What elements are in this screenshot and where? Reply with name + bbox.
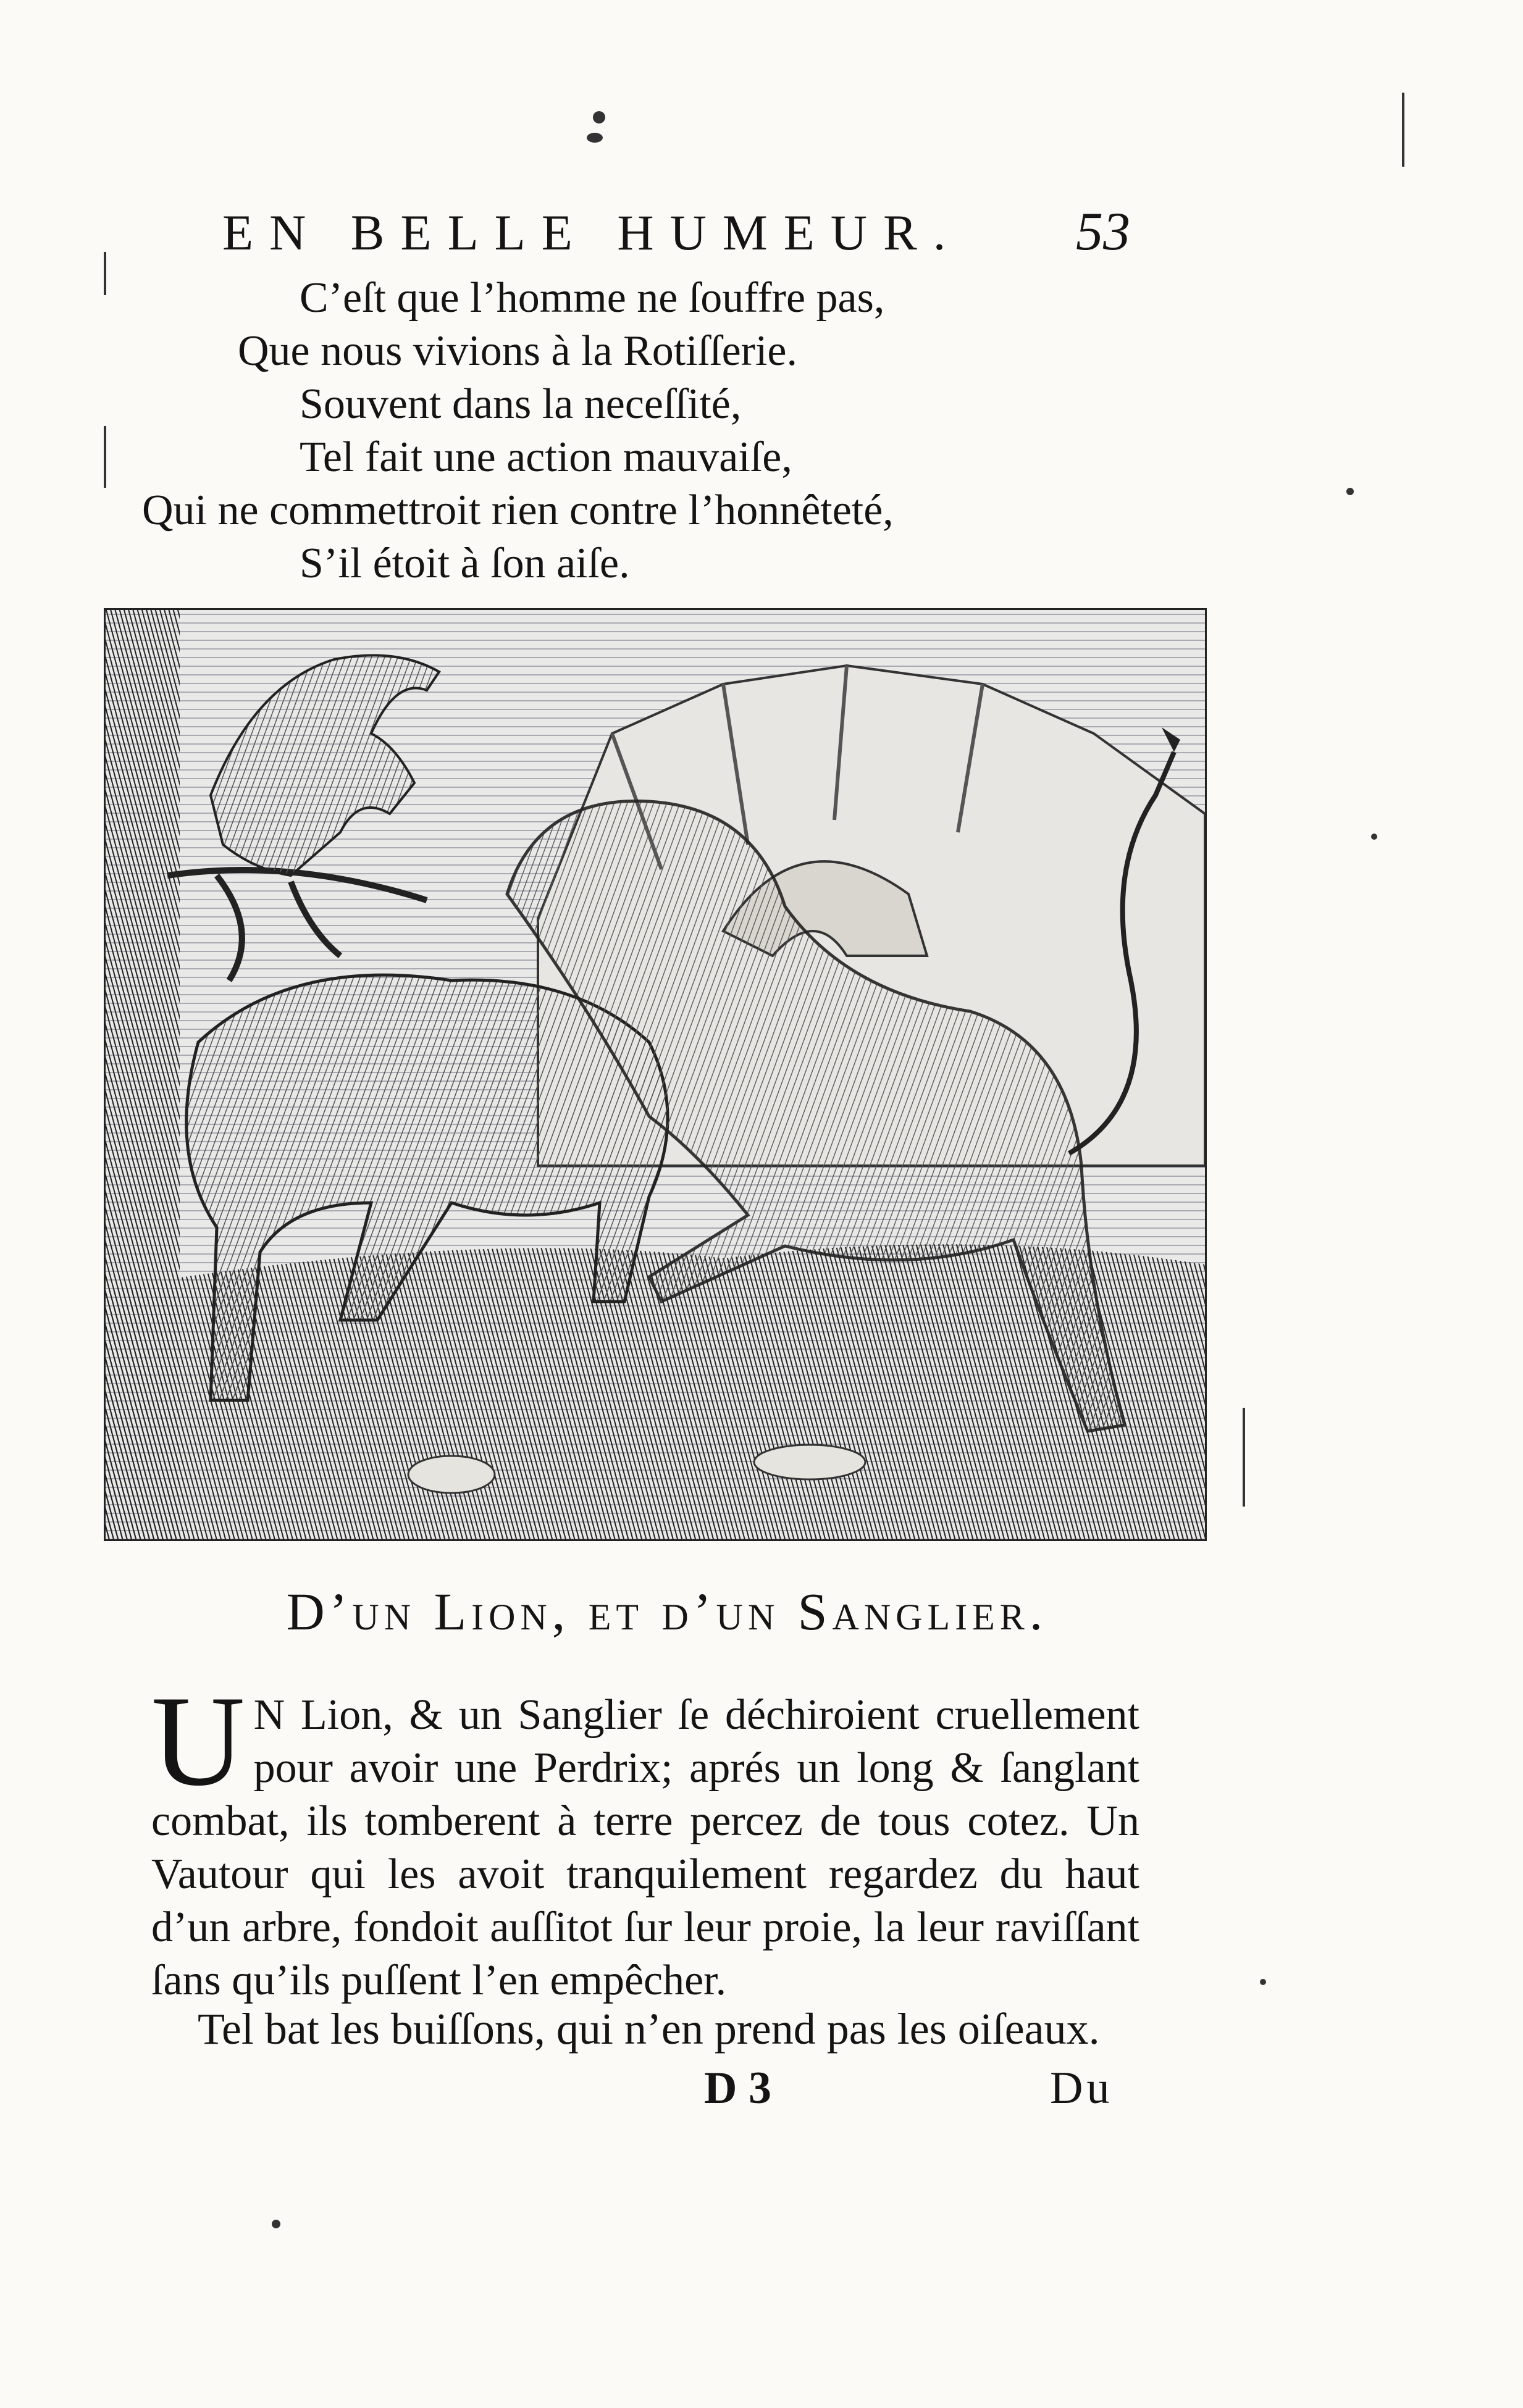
fable-title: D’un Lion, et d’un Sanglier. bbox=[286, 1582, 1048, 1641]
verse-line: Tel fait une action mauvaiſe, bbox=[300, 433, 792, 481]
verse-line: Que nous vivions à la Rotiſſerie. bbox=[238, 327, 797, 375]
verse-block bbox=[142, 272, 1192, 590]
fable-text: N Lion, & un Sanglier ſe déchiroient cruellement pour avoir une Perdrix; aprés un long & ſanglant combat, ils tomberent à terre percez de tous cotez. Un Vautour qui les avoit tranquilement regardez du haut d’un arbre, fondoit auſſitot ſur leur proie, la leur raviſſant ſans qu’ils puſſent l’en empêcher. bbox=[151, 1691, 1139, 2004]
running-head bbox=[222, 201, 1130, 263]
rock bbox=[754, 1445, 865, 1479]
engraving-illustration bbox=[104, 608, 1207, 1541]
verse-line: Souvent dans la neceſſité, bbox=[300, 380, 742, 428]
margin-mark bbox=[104, 426, 106, 488]
margin-mark bbox=[104, 252, 106, 295]
catchword: Du bbox=[1050, 2063, 1114, 2113]
page-number: 53 bbox=[1076, 202, 1130, 262]
ink-speck bbox=[1260, 1979, 1266, 1985]
ink-speck bbox=[1371, 834, 1377, 840]
verse-line: Qui ne commettroit rien contre l’honnêteté, bbox=[142, 487, 894, 534]
fable-body bbox=[151, 1670, 1139, 2007]
verse-line: S’il étoit à ſon aiſe. bbox=[300, 540, 630, 587]
running-title: EN BELLE HUMEUR. bbox=[222, 204, 962, 261]
margin-mark bbox=[1243, 1408, 1245, 1507]
ink-speck bbox=[1346, 488, 1354, 495]
rock bbox=[408, 1456, 495, 1493]
ink-speck bbox=[587, 133, 603, 143]
tree-trunk bbox=[106, 610, 180, 1539]
ink-speck bbox=[593, 111, 605, 123]
margin-mark bbox=[1402, 93, 1404, 167]
ink-speck bbox=[272, 2220, 280, 2228]
engraving-svg bbox=[106, 610, 1205, 1539]
fable-moral: Tel bat les buiſſons, qui n’en prend pas les oiſeaux. bbox=[198, 2004, 1100, 2054]
drop-capital: U bbox=[151, 1670, 245, 1813]
verse-line: C’eſt que l’homme ne ſouffre pas, bbox=[300, 274, 885, 322]
signature-mark: D 3 bbox=[704, 2063, 771, 2113]
